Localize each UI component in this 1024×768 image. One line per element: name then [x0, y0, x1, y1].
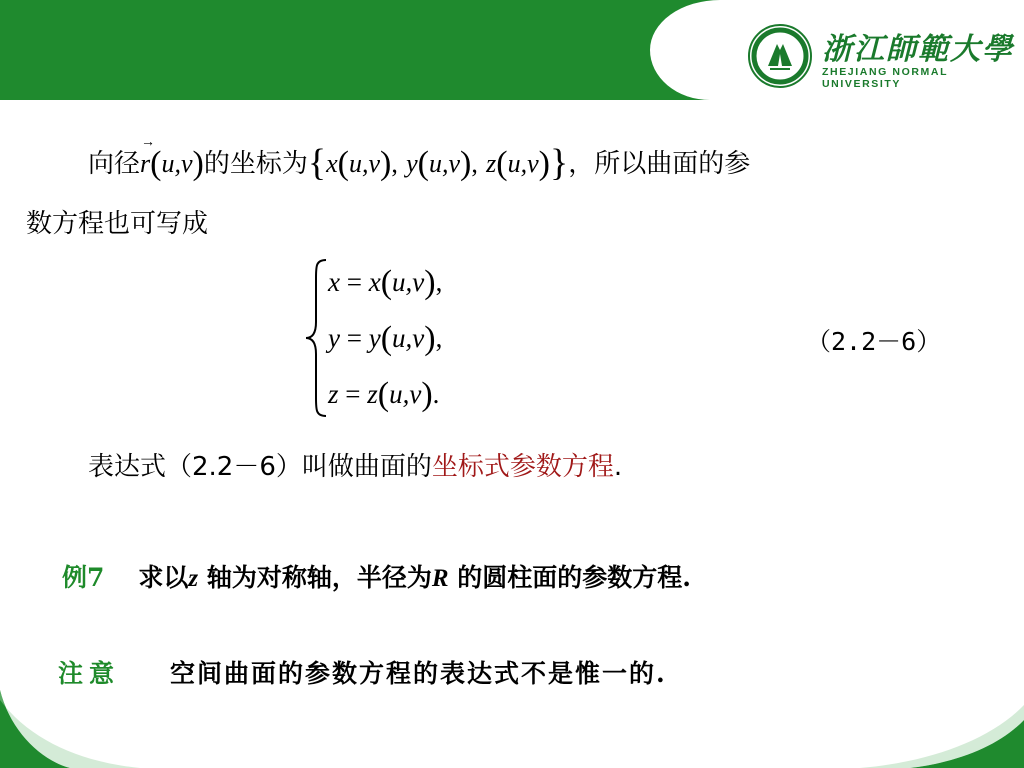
example-var-R: R: [431, 565, 449, 592]
para2-highlight: 坐标式参数方程: [431, 452, 614, 482]
equation-number: （2.2－6）: [806, 327, 942, 356]
para1-line2: 数方程也可写成: [26, 209, 209, 239]
university-name-en: ZHEJIANG NORMAL UNIVERSITY: [822, 66, 948, 90]
para1-lead: 向径: [88, 149, 141, 179]
university-name-cn: 浙江師範大學: [822, 32, 1014, 67]
para1-tail: ，所以曲面的参: [568, 149, 751, 179]
coord-y: y: [406, 149, 418, 178]
note-text: 空间曲面的参数方程的表达式不是惟一的.: [170, 659, 667, 688]
example-label: 例7: [62, 563, 105, 592]
system-left-brace: [304, 258, 330, 418]
para1-mid: 的坐标为: [203, 149, 308, 179]
para2-text-b: .: [613, 452, 623, 482]
note: [58, 654, 667, 690]
para2: [88, 446, 622, 483]
coord-x: x: [326, 149, 338, 178]
para1-line1: 向径→ r(u,v)的坐标为{x(u,v), y(u,v), z(u,v)}，所以曲面的参: [88, 138, 750, 182]
coord-z: z: [486, 149, 497, 178]
system-row-2: y = y(u,v),: [328, 320, 443, 357]
note-label: 注意: [58, 659, 121, 688]
vector-r-args: u,v: [161, 149, 193, 178]
system-row-1: x = x(u,v),: [328, 264, 443, 301]
system-row-3: z = z(u,v).: [328, 376, 440, 413]
example-var-z: z: [188, 565, 199, 592]
example-7: 例7 求以z 轴为对称轴，半径为R 的圆柱面的参数方程.: [62, 563, 691, 592]
para2-text-a: 表达式（2.2－6）叫做曲面的: [88, 452, 432, 482]
university-seal-icon: [748, 24, 812, 88]
vector-r: → r: [140, 149, 150, 179]
